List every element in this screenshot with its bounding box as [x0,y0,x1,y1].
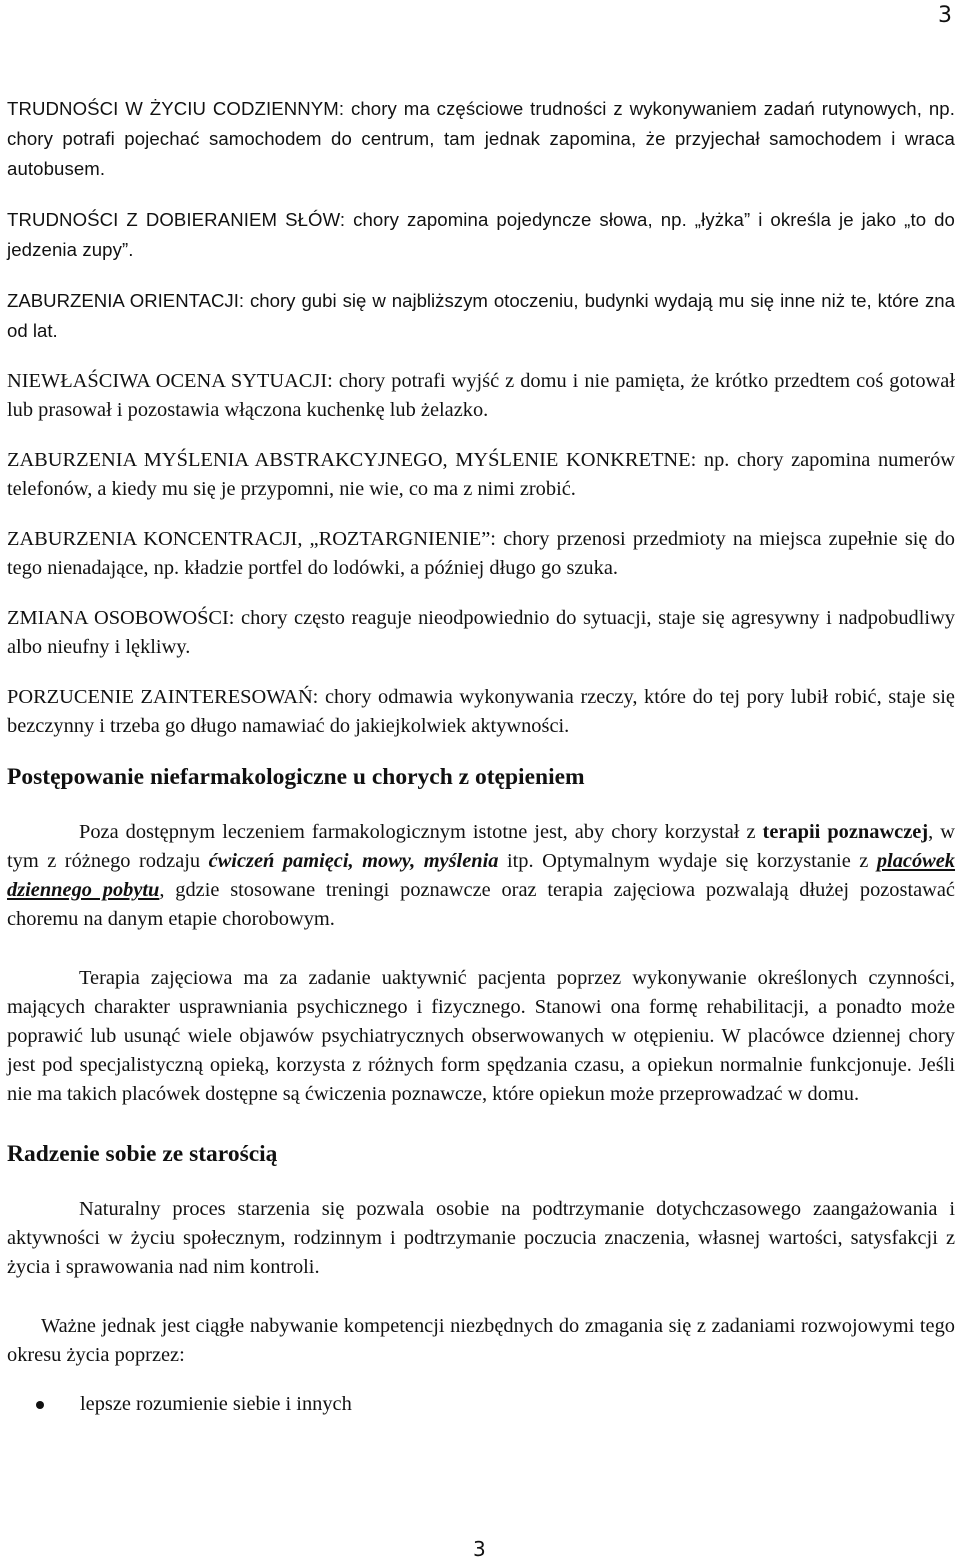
symptom-term: TRUDNOŚCI W ŻYCIU CODZIENNYM: [7,98,345,119]
emphasis-exercises: ćwiczeń pamięci, mowy, myślenia [208,850,499,872]
paragraph-occupational-therapy: Terapia zajęciowa ma za zadanie uaktywnić pacjenta poprzez wykonywanie określonych czynności, mających charakter usprawniania psychicznego i fizycznego. Stanowi ona formę rehabilitacji, a ponadto może poprawić lub usunąć wiele objawów psychiatrycznych obserwowanych w otępieniu. W placówce dziennej chory jest pod specjalistyczną opieką, korzysta z różnych form spędzania czasu, a opiekun normalnie funkcjonuje. Jeśli nie ma takich placówek dostępne są ćwiczenia poznawcze, które opiekun może przeprowadzać w domu. [7,967,955,1105]
symptom-term: ZMIANA OSOBOWOŚCI: [7,607,235,629]
symptom-term: NIEWŁAŚCIWA OCENA SYTUACJI: [7,370,333,392]
section-heading-aging: Radzenie sobie ze starością [7,1141,278,1167]
symptom-description: np. chory zapomina numerów telefonów, a kiedy mu się je przypomni, nie wie, co ma z nimi zrobić. [7,449,955,500]
section-heading-nonpharmacological: Postępowanie niefarmakologiczne u chorych z otępieniem [7,764,585,790]
list-item [7,1390,955,1419]
symptom-item [7,205,955,265]
document-body [7,94,955,1419]
emphasis-day-care: placówek dziennego pobytu [7,850,956,901]
symptom-item [7,604,955,662]
page-number-bottom: 3 [473,1537,486,1561]
symptom-description: chory zapomina pojedyncze słowa, np. „łyżka” i określa je jako „to do jedzenia zupy”. [7,209,955,260]
symptom-description: chory ma częściowe trudności z wykonywaniem zadań rutynowych, np. chory potrafi pojechać samochodem do centrum, tam jednak zapomina, że przyjechał samochodem i wraca autobusem. [7,98,955,179]
paragraph-text: Poza dostępnym leczeniem farmakologicznym istotne jest, aby chory korzystał z [79,821,763,843]
symptom-term: ZABURZENIA ORIENTACJI: [7,290,245,311]
symptom-description: chory potrafi wyjść z domu i nie pamięta, że krótko przedtem coś gotował lub prasował i pozostawia włączona kuchenkę lub żelazko. [7,370,955,421]
symptom-description: chory gubi się w najbliższym otoczeniu, budynki wydają mu się inne niż te, które zna od lat. [7,290,955,341]
symptom-term: PORZUCENIE ZAINTERESOWAŃ: [7,686,319,708]
bullet-icon [36,1401,44,1409]
symptom-description: chory odmawia wykonywania rzeczy, które do tej pory lubił robić, staje się bezczynny i trzeba go długo namawiać do jakiejkolwiek aktywności. [7,686,955,737]
symptom-term: ZABURZENIA KONCENTRACJI, „ROZTARGNIENIE”: [7,528,496,550]
symptom-item [7,525,955,583]
symptom-item [7,94,955,184]
page-number-top: 3 [938,3,952,28]
symptom-description: chory przenosi przedmioty na miejsca zupełnie się do tego nienadające, np. kładzie portfel do lodówki, a później długo go szuka. [7,528,956,579]
symptom-item [7,446,955,504]
bullet-list [7,1390,955,1419]
symptom-term: TRUDNOŚCI Z DOBIERANIEM SŁÓW: [7,209,346,230]
paragraph-text: , w tym z różnego rodzaju [7,821,955,872]
paragraph-cognitive-therapy [7,818,955,934]
symptom-item [7,286,955,346]
paragraph-natural-aging: Naturalny proces starzenia się pozwala osobie na podtrzymanie dotychczasowego zaangażowania i aktywności w życiu społecznym, rodzinnym i podtrzymanie poczucia znaczenia, własnej wartości, satysfakcji z życia i sprawowania nad nim kontroli. [7,1198,955,1278]
paragraph-text: , gdzie stosowane treningi poznawcze oraz terapia zajęciowa pozwalają dłużej pozostawać choremu na danym etapie chorobowym. [7,879,955,930]
paragraph-competences: Ważne jednak jest ciągłe nabywanie kompetencji niezbędnych do zmagania się z zadaniami rozwojowymi tego okresu życia poprzez: [7,1315,955,1366]
symptom-item [7,367,955,425]
paragraph-text: itp. Optymalnym wydaje się korzystanie z [498,850,877,872]
symptom-description: chory często reaguje nieodpowiednio do sytuacji, staje się agresywny i nadpobudliwy albo nieufny i lękliwy. [7,607,955,658]
symptom-term: ZABURZENIA MYŚLENIA ABSTRAKCYJNEGO, MYŚLENIE KONKRETNE: [7,449,697,471]
symptom-item [7,683,955,741]
symptom-list [7,94,955,741]
list-item-text: lepsze rozumienie siebie i innych [80,1393,352,1415]
emphasis-cognitive-therapy: terapii poznawczej [762,821,929,843]
